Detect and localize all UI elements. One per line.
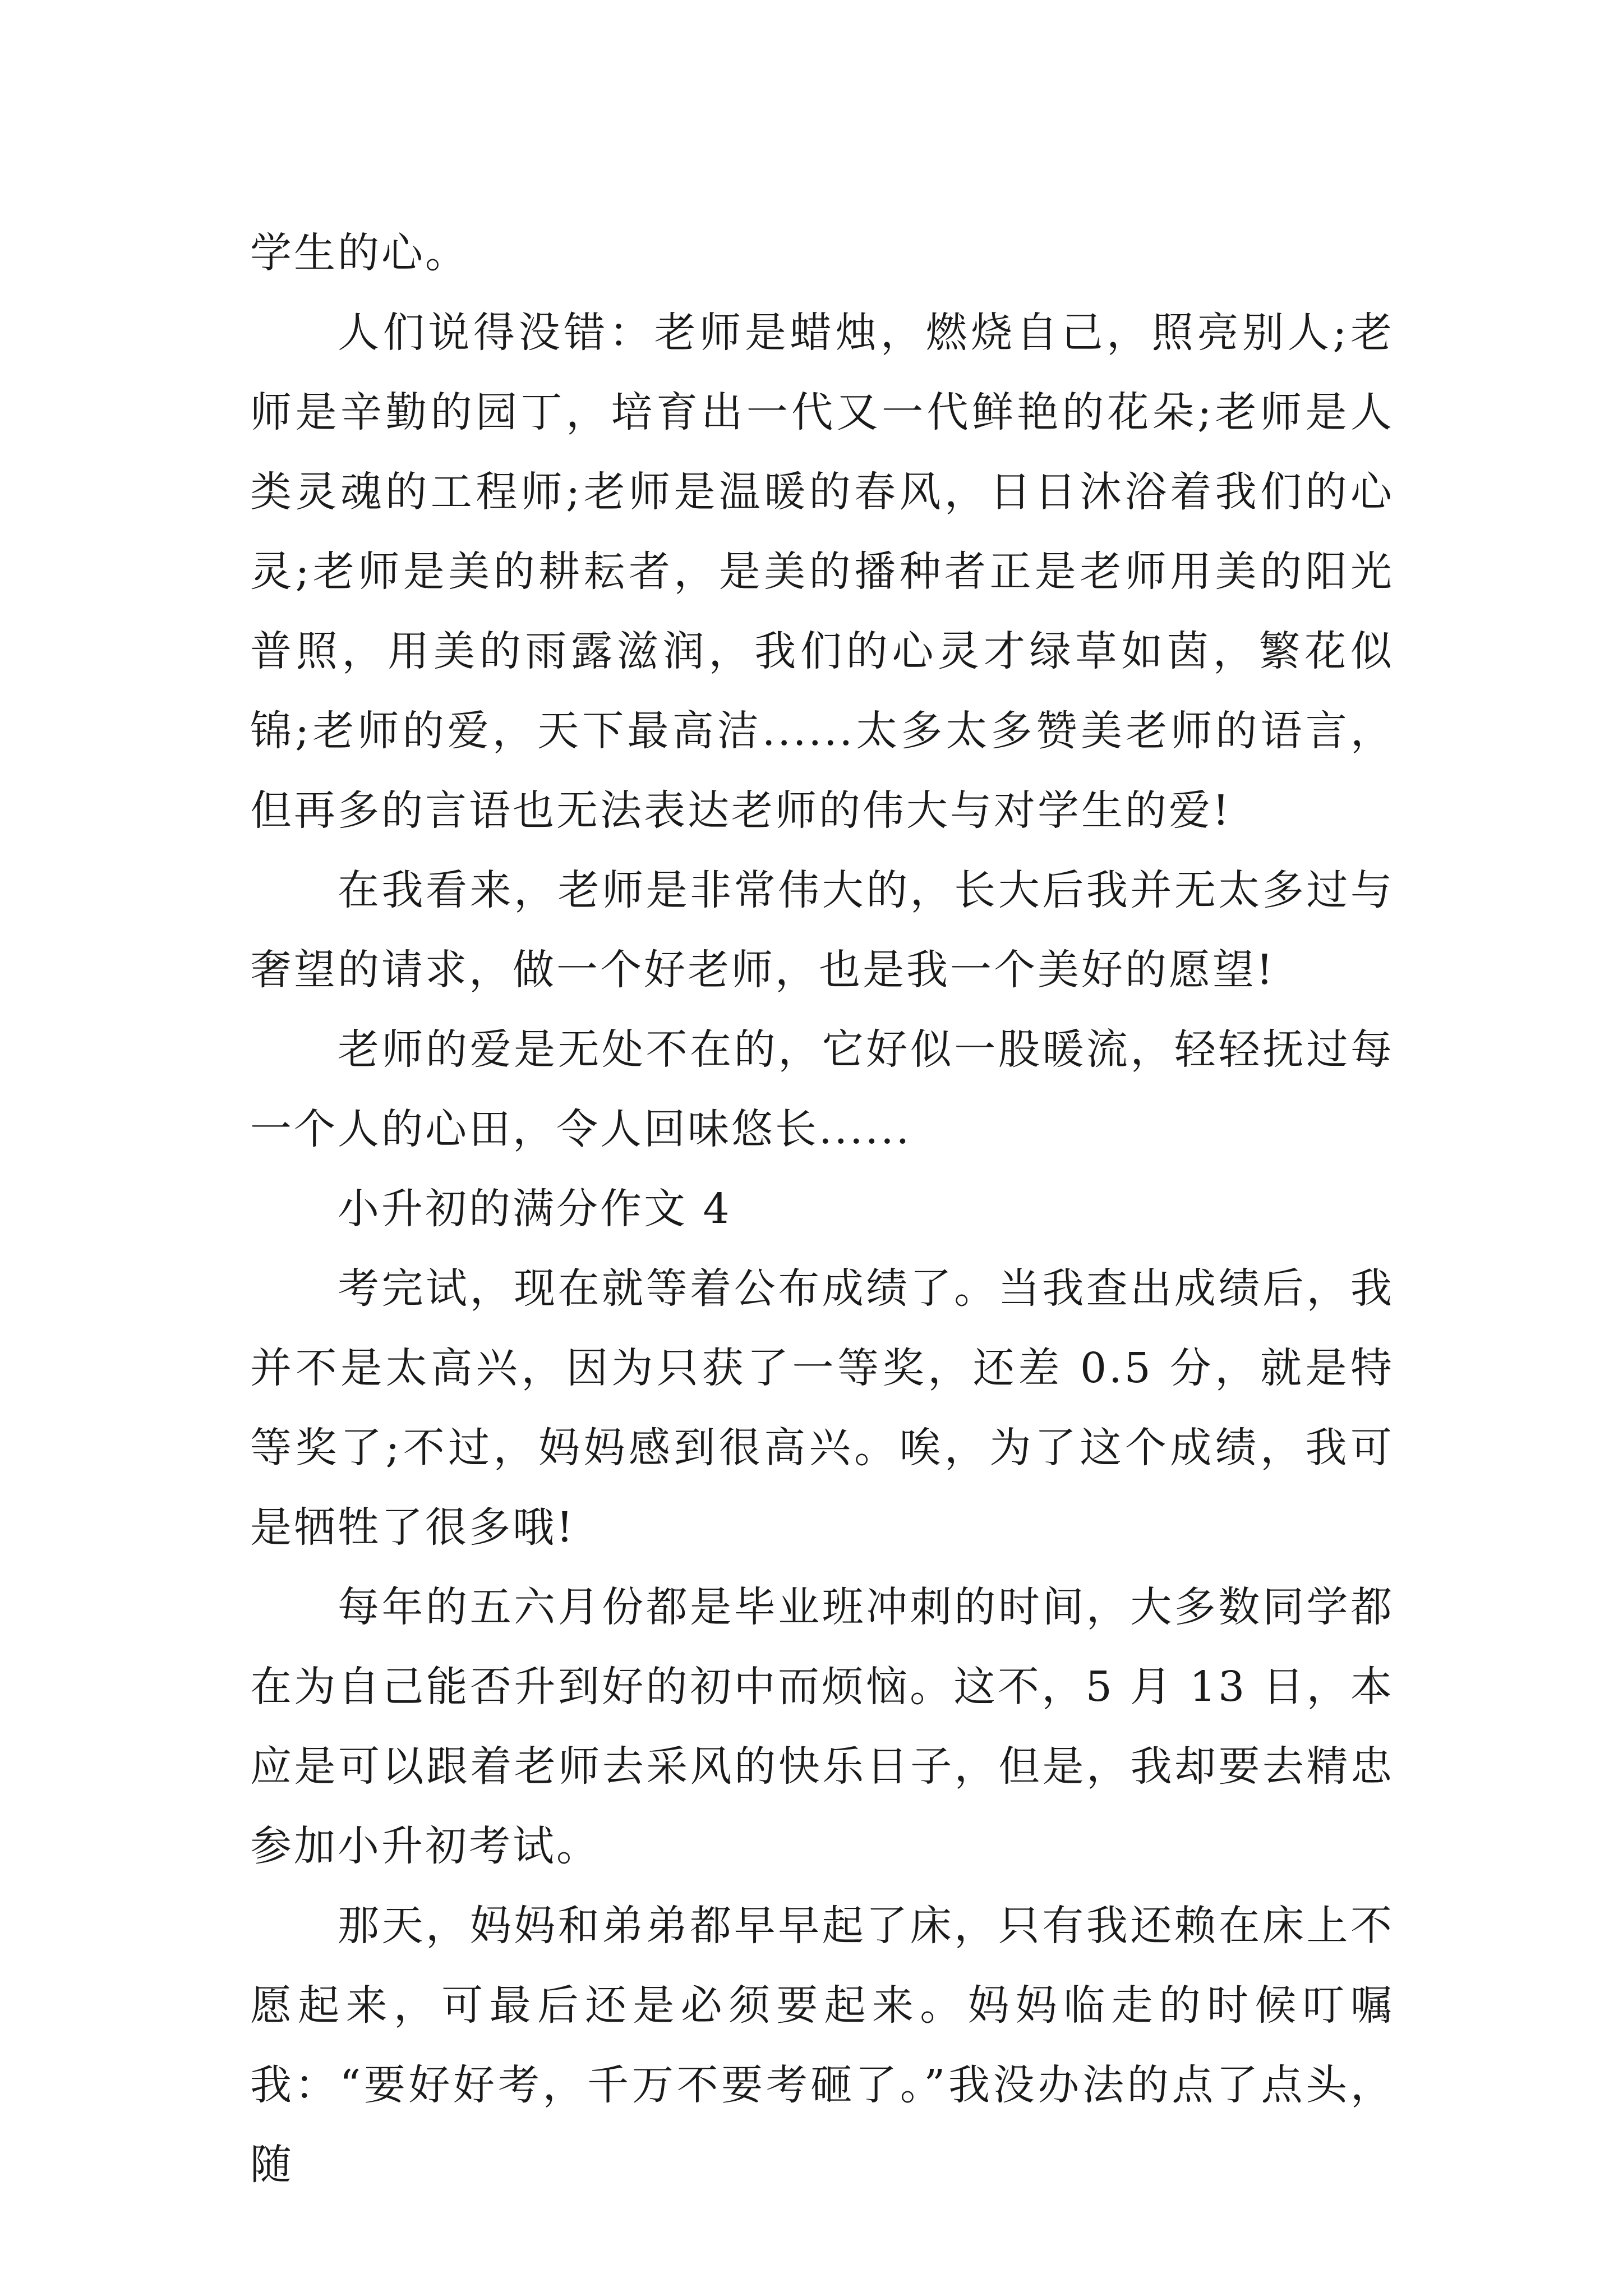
paragraph-my-view: 在我看来，老师是非常伟大的，长大后我并无太多过与奢望的请求，做一个好老师，也是我一个美好的愿望! [250, 866, 1394, 994]
paragraph-graduation-season: 每年的五六月份都是毕业班冲刺的时间，大多数同学都在为自己能否升到好的初中而烦恼。这不，5 月 13 日，本应是可以跟着老师去采风的快乐日子，但是，我却要去精忠参加小升初考试。 [250, 1583, 1394, 1870]
paragraph-continuation: 学生的心。 [250, 229, 469, 277]
essay-heading: 小升初的满分作文 4 [338, 1185, 732, 1233]
paragraph-exam-morning: 那天，妈妈和弟弟都早早起了床，只有我还赖在床上不愿起来，可最后还是必须要起来。妈妈临走的时候叮嘱我：“要好好考，千万不要考砸了。”我没办法的点了点头，随 [250, 1902, 1394, 2189]
paragraph-teacher-love: 老师的爱是无处不在的，它好似一股暖流，轻轻抚过每一个人的心田，令人回味悠长...... [250, 1025, 1394, 1153]
document-body [250, 213, 1394, 2205]
paragraph-exam-result: 考完试，现在就等着公布成绩了。当我查出成绩后，我并不是太高兴，因为只获了一等奖，还差 0.5 分，就是特等奖了;不过，妈妈感到很高兴。唉，为了这个成绩，我可是牺牲了很多哦! [250, 1264, 1394, 1552]
paragraph-teacher-praise: 人们说得没错：老师是蜡烛，燃烧自己，照亮别人;老师是辛勤的园丁，培育出一代又一代鲜艳的花朵;老师是人类灵魂的工程师;老师是温暖的春风，日日沐浴着我们的心灵;老师是美的耕耘者，是美的播种者正是老师用美的阳光普照，用美的雨露滋润，我们的心灵才绿草如茵，繁花似锦;老师的爱，天下最高洁......太多太多赞美老师的语言，但再多的言语也无法表达老师的伟大与对学生的爱! [250, 309, 1394, 835]
